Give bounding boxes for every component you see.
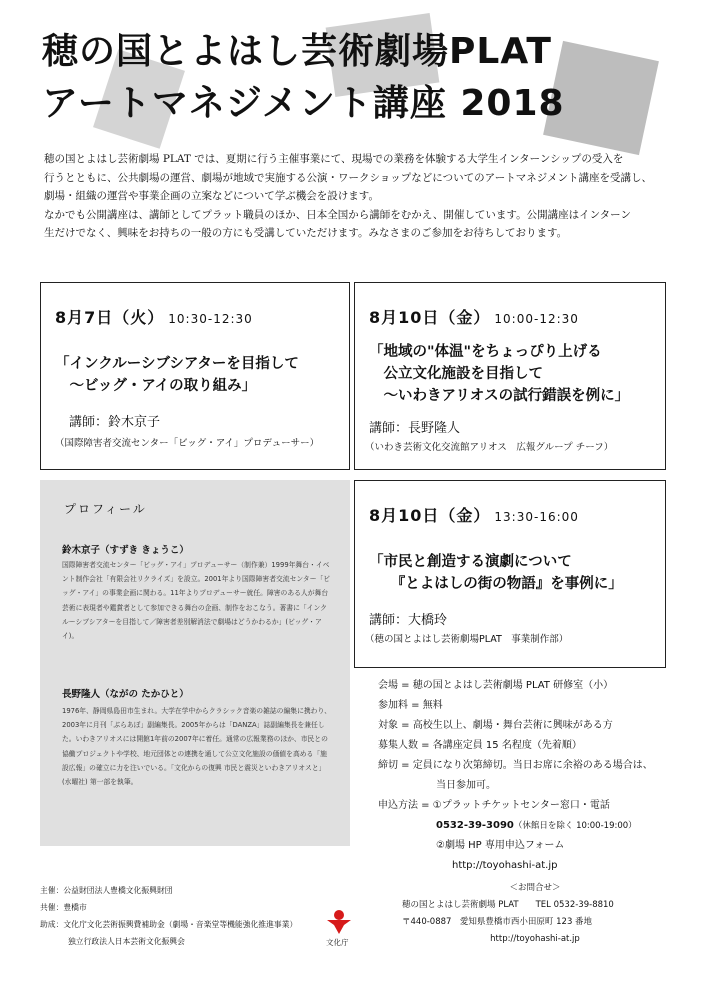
intro-line: 劇場・組織の運営や事業企画の立案などについて学ぶ機会を設けます。 — [44, 190, 379, 202]
support: 助成：文化庁文化芸術振興費補助金（劇場・音楽堂等機能強化推進事業） — [40, 920, 298, 929]
bunkacho-logo-icon — [324, 906, 354, 940]
profile-name: 鈴木京子（すずき きょうこ） — [62, 545, 189, 556]
lecture-time: 10:00-12:30 — [494, 312, 579, 326]
info-target: 対象 = 高校生以上、劇場・舞台芸術に興味がある方 — [378, 720, 613, 731]
page-title-line1: 穂の国とよはし芸術劇場PLAT — [42, 31, 552, 72]
info-phone: 0532-39-3090 — [436, 820, 514, 831]
info-phone-line — [378, 816, 678, 836]
lecturer-name: 講師：長野隆人 — [369, 421, 461, 436]
footer-credits — [40, 882, 297, 950]
info-apply: 申込方法 = ①プラットチケットセンター窓口・電話 — [378, 800, 610, 811]
contact-heading: ＜お問合せ＞ — [509, 883, 561, 893]
lecturer-name: 講師：鈴木京子 — [69, 415, 161, 430]
contact-line: 穂の国とよはし芸術劇場 PLAT TEL 0532-39-8810 — [402, 900, 614, 910]
contact-info — [390, 880, 680, 948]
profile-text: 1976年、静岡県島田市生まれ。大学在学中からクラシック音楽の雑誌の編集に携わり、2003年に月刊「ぶらあぼ」副編集長。2005年からは「DANZA」誌副編集長を兼任した。いわきアリオスには開館1年前の2007年に着任。通常の広報業務のほか、市民との協働プロジェクトや学校、地元団体との連携を通して公立文化施設の価値を高める「施設広報」の確立に力を注いでいる。「文化からの復興 市民と震災といわきアリオスと」(水曜社) 第一部を執筆。 — [62, 707, 332, 787]
profile-text: 国際障害者交流センター「ビッグ・アイ」プロデューサー（制作兼）1999年舞台・イベント制作会社「有限会社リクライズ」を設立。2001年より国際障害者交流センター「ビッグ・アイ」の事業企画に関わる。11年よりプロデューサー就任。障害のある人が舞台芸術に表現者や鑑賞者として参加できる舞台の企画、制作をおこなう。著書に「インクルーシブシアターを目指して／障害者差別解消法で劇場はどうかわるか」(ビッグ・アイ)。 — [62, 561, 331, 641]
info-url: http://toyohashi-at.jp — [452, 860, 558, 871]
coorganizer: 共催：豊橋市 — [40, 903, 87, 912]
lecture-date — [369, 305, 579, 328]
lecture-date-text: 8月10日（金） — [369, 506, 491, 525]
lecture-card-2 — [354, 282, 666, 470]
lecture-card-3 — [354, 480, 666, 668]
lecture-title: 「地域の"体温"をちょっぴり上げる 公立文化施設を目指して ～いわきアリオスの試行錯誤を例に」 — [369, 344, 630, 404]
organizer: 主催：公益財団法人豊橋文化振興財団 — [40, 886, 173, 895]
support-2: 独立行政法人日本芸術文化振興会 — [68, 937, 185, 946]
event-info — [378, 676, 678, 876]
contact-address: 〒440-0887 愛知県豊橋市西小田原町 123 番地 — [402, 917, 593, 927]
lecture-date-text: 8月10日（金） — [369, 308, 491, 327]
lecture-title: 「インクルーシブシアターを目指して ～ビッグ・アイの取り組み」 — [55, 356, 299, 394]
info-fee: 参加料 = 無料 — [378, 700, 443, 711]
lecture-time: 10:30-12:30 — [168, 312, 253, 326]
lecturer-affiliation: （国際障害者交流センター「ビッグ・アイ」プロデューサー） — [55, 438, 320, 449]
intro-line: 穂の国とよはし芸術劇場 PLAT では、夏期に行う主催事業にて、現場での業務を体験する大学生インターンシップの受入を — [44, 153, 624, 165]
intro-line: なかでも公開講座は、講師としてプラット職員のほか、日本全国から講師をむかえ、開催しています。公開講座はインターン — [44, 208, 631, 221]
profile-panel — [40, 480, 350, 846]
profile-name: 長野隆人（ながの たかひと） — [62, 689, 189, 700]
lecture-time: 13:30-16:00 — [494, 510, 579, 524]
lecture-title: 「市民と創造する演劇について 『とよはしの街の物語』を事例に」 — [369, 554, 623, 592]
profile-heading: プロフィール — [64, 502, 147, 516]
intro-text — [44, 150, 674, 243]
lecturer-name: 講師：大橋玲 — [369, 613, 448, 628]
logo-label: 文化庁 — [326, 938, 349, 947]
info-deadline-cont: 当日参加可。 — [436, 780, 496, 791]
lecture-date — [369, 503, 579, 526]
info-venue: 会場 = 穂の国とよはし芸術劇場 PLAT 研修室（小） — [378, 680, 614, 691]
info-capacity: 募集人数 = 各講座定員 15 名程度（先着順） — [378, 740, 582, 751]
info-apply-web: ②劇場 HP 専用申込フォーム — [436, 840, 565, 851]
lecture-date-text: 8月7日（火） — [55, 308, 165, 327]
intro-line: 生だけでなく、興味をお持ちの一般の方にも受講していただけます。みなさまのご参加をお待ちしております。 — [44, 227, 568, 239]
contact-url[interactable]: http://toyohashi-at.jp — [490, 934, 580, 944]
info-hours: （休館日を除く 10:00-19:00） — [513, 821, 637, 831]
intro-line: 行うとともに、公共劇場の運営、劇場が地域で実施する公演・ワークショップなどについてのアートマネジメント講座を受講し、 — [44, 171, 652, 184]
lecturer-affiliation: （穂の国とよはし芸術劇場PLAT 事業制作部） — [365, 634, 569, 645]
lecture-date — [55, 305, 253, 328]
lecture-card-1 — [40, 282, 350, 470]
page-title-line2: アートマネジメント講座 2018 — [42, 83, 565, 124]
lecturer-affiliation: （いわき芸術文化交流館アリオス 広報グループ チーフ） — [365, 442, 614, 453]
info-deadline: 締切 = 定員になり次第締切。当日お席に余裕のある場合は、 — [378, 760, 653, 771]
